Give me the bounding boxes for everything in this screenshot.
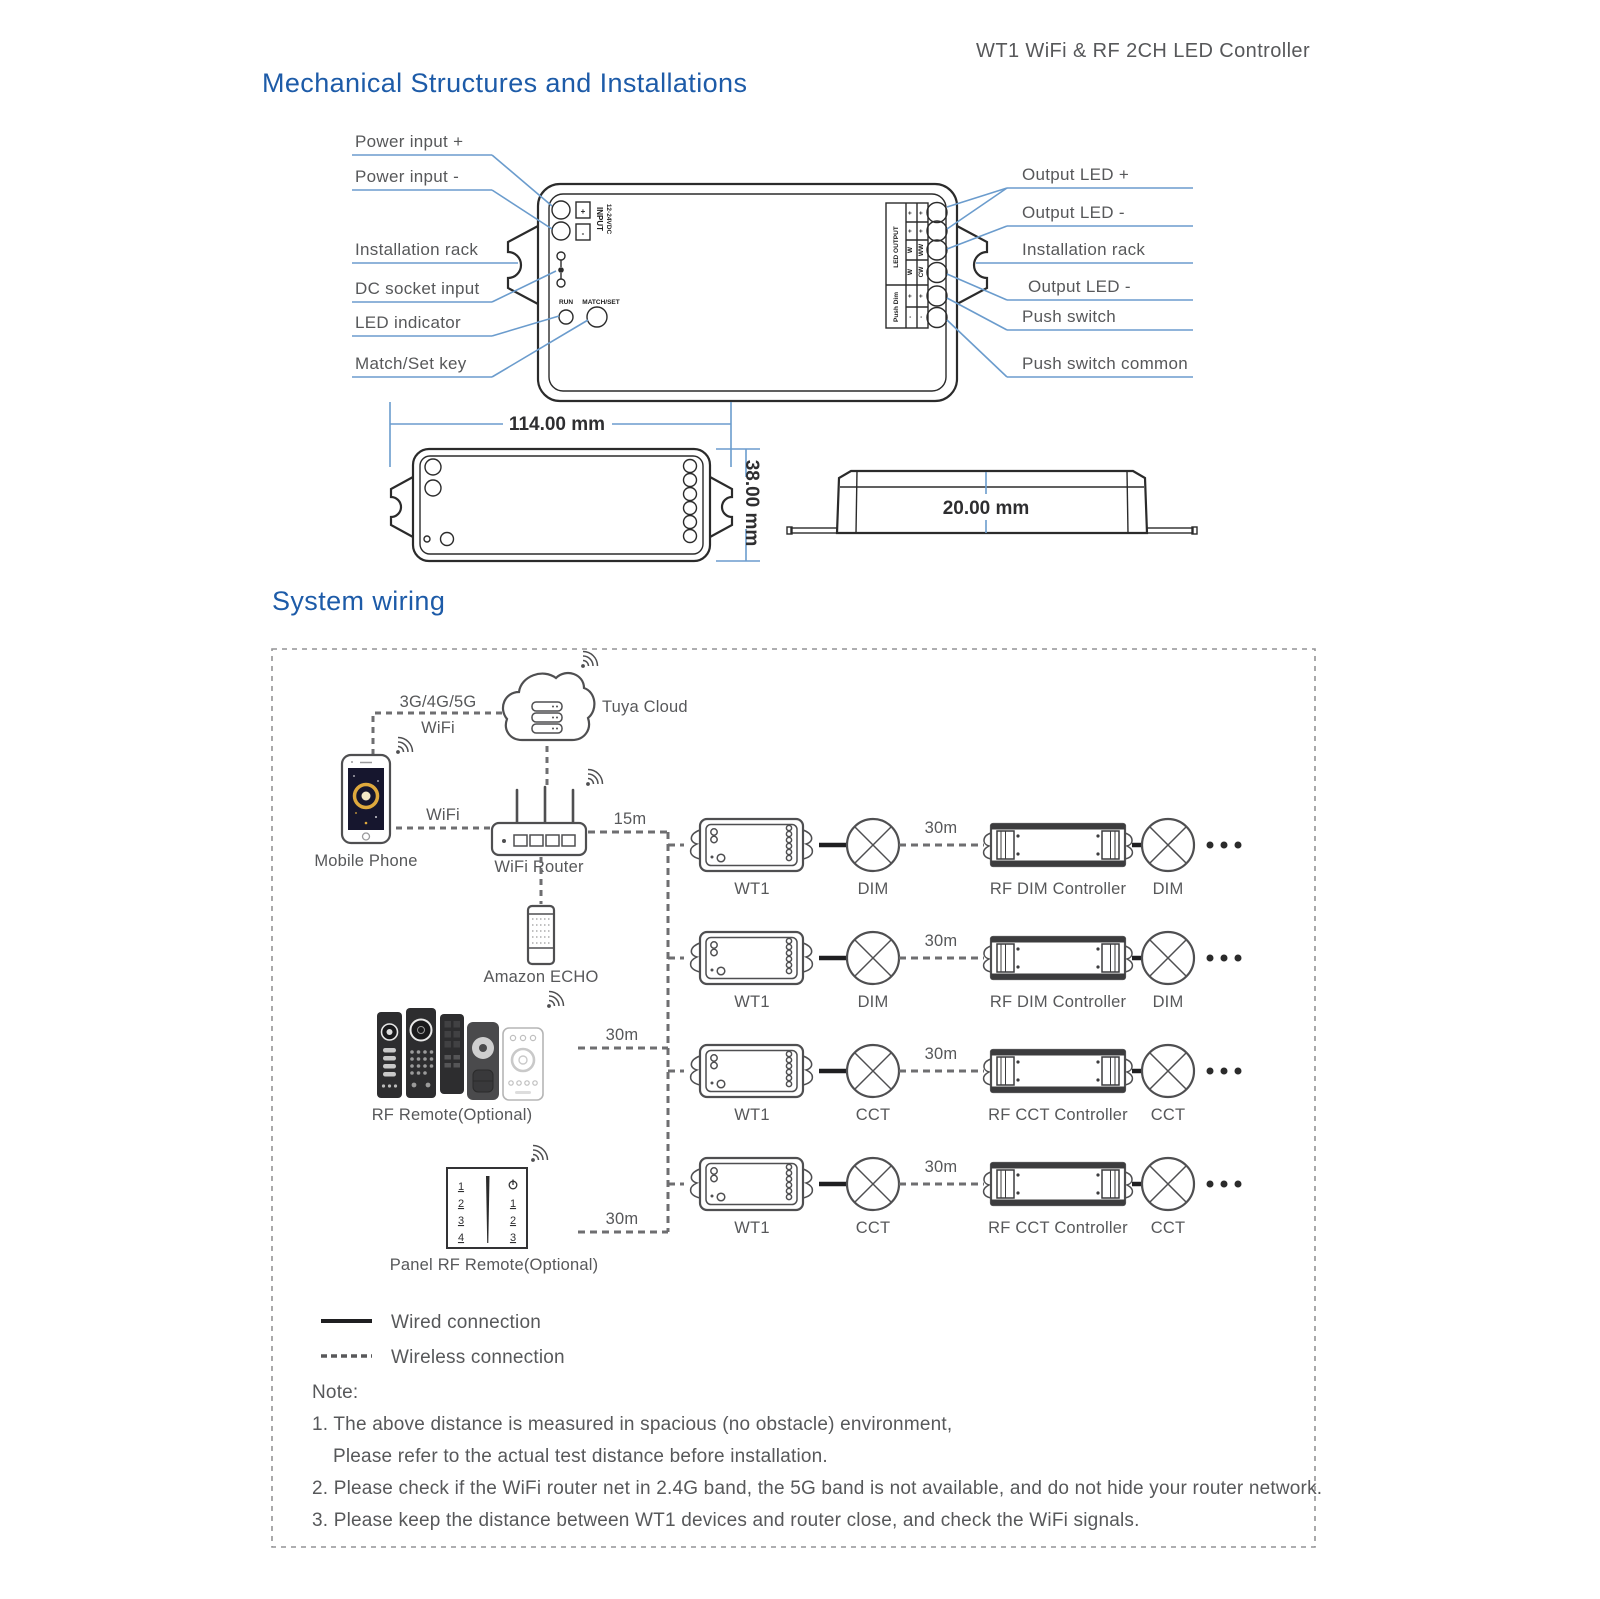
wifi-signal-icon <box>396 738 412 754</box>
ellipsis-icon <box>1207 1068 1242 1075</box>
svg-text:+: + <box>918 294 925 298</box>
section-title-mechanical: Mechanical Structures and Installations <box>262 68 748 98</box>
dim-width: 114.00 mm <box>508 414 606 435</box>
label-15m: 15m <box>613 810 647 828</box>
input-plus-mark: + <box>580 207 586 216</box>
rf-controller-icon <box>984 937 1133 979</box>
label-push-switch: Push switch <box>1022 307 1117 326</box>
label-rf-remote: RF Remote(Optional) <box>371 1106 533 1124</box>
label-power-input-minus: Power input - <box>355 167 460 186</box>
input-minus-mark: - <box>581 229 585 238</box>
label-wifi: WiFi <box>426 806 460 824</box>
label-net-wifi: WiFi <box>421 719 455 737</box>
svg-text:CCT: CCT <box>855 1106 891 1124</box>
ellipsis-icon <box>1207 1181 1242 1188</box>
wifi-signal-icon <box>586 770 602 786</box>
svg-text:W: W <box>907 268 914 276</box>
label-3g4g5g: 3G/4G/5G <box>399 693 477 711</box>
panel-rf-remote-icon <box>447 1146 548 1249</box>
label-installation-rack-right: Installation rack <box>1022 240 1146 259</box>
lamp-icon <box>847 819 899 871</box>
svg-text:3: 3 <box>457 1215 465 1227</box>
svg-text:RF DIM Controller: RF DIM Controller <box>989 993 1127 1011</box>
label-output-led-minus-1: Output LED - <box>1022 203 1125 222</box>
wiring-row-3 <box>668 1045 1242 1124</box>
svg-text:CCT: CCT <box>1150 1219 1186 1237</box>
svg-text:DIM: DIM <box>1152 880 1184 898</box>
lamp-icon <box>847 1158 899 1210</box>
wiring-row-1 <box>668 819 1242 898</box>
rf-controller-icon <box>984 824 1133 866</box>
lamp-icon <box>1142 819 1194 871</box>
label-30m-remote: 30m <box>605 1026 639 1044</box>
input-label: INPUT <box>595 207 604 231</box>
label-match-set-key: Match/Set key <box>355 354 467 373</box>
svg-text:DIM: DIM <box>857 993 889 1011</box>
svg-text:-: - <box>918 315 925 319</box>
lamp-icon <box>1142 1158 1194 1210</box>
ellipsis-icon <box>1207 842 1242 849</box>
wiring-row-2 <box>668 932 1242 1011</box>
svg-text:RF DIM Controller: RF DIM Controller <box>989 880 1127 898</box>
note-line-1: 1. The above distance is measured in spacious (no obstacle) environment, <box>312 1414 953 1435</box>
wt1-device-icon <box>691 819 813 871</box>
wifi-signal-icon <box>531 1146 547 1162</box>
label-tuya-cloud: Tuya Cloud <box>602 698 688 716</box>
note-title: Note: <box>312 1382 359 1403</box>
svg-text:+: + <box>907 211 914 215</box>
push-dim-label: Push Dim <box>893 292 900 322</box>
svg-text:WT1: WT1 <box>734 1219 770 1237</box>
label-mobile-phone: Mobile Phone <box>314 852 418 870</box>
rf-remote-icons <box>377 992 564 1101</box>
dimension-front-view <box>390 402 762 561</box>
svg-text:4: 4 <box>457 1232 465 1244</box>
right-installation-rack <box>957 226 987 304</box>
rf-controller-icon <box>984 1163 1133 1205</box>
label-installation-rack-left: Installation rack <box>355 240 479 259</box>
svg-text:1: 1 <box>509 1198 517 1210</box>
label-push-switch-common: Push switch common <box>1022 354 1189 373</box>
led-output-label: LED OUTPUT <box>893 226 900 268</box>
dim-height: 38.00 mm <box>741 459 762 547</box>
label-power-input-plus: Power input + <box>355 132 464 151</box>
system-wiring-diagram <box>272 649 1322 1547</box>
section-title-wiring: System wiring <box>272 586 446 616</box>
match-set-label: MATCH/SET <box>582 299 620 306</box>
dimension-side-view <box>787 471 1197 534</box>
note-line-2: 2. Please check if the WiFi router net in 2.4G band, the 5G band is not available, and do not hide your router network. <box>312 1478 1323 1499</box>
wifi-signal-icon <box>581 652 597 668</box>
notes <box>312 1382 1322 1531</box>
svg-text:2: 2 <box>457 1198 465 1210</box>
svg-text:RF CCT Controller: RF CCT Controller <box>988 1106 1128 1124</box>
svg-text:WT1: WT1 <box>734 1106 770 1124</box>
svg-text:WW: WW <box>918 243 925 257</box>
svg-text:3: 3 <box>509 1232 517 1244</box>
svg-text:CCT: CCT <box>855 1219 891 1237</box>
wt1-device-icon <box>691 1158 813 1210</box>
input-voltage-label: 12-24VDC <box>605 203 612 235</box>
label-amazon-echo: Amazon ECHO <box>483 968 599 986</box>
label-30m-panel: 30m <box>605 1210 639 1228</box>
note-line-1b: Please refer to the actual test distance before installation. <box>333 1446 828 1467</box>
svg-text:30m: 30m <box>924 819 958 837</box>
lamp-icon <box>847 1045 899 1097</box>
dim-depth: 20.00 mm <box>942 498 1030 519</box>
svg-text:WT1: WT1 <box>734 993 770 1011</box>
wifi-signal-icon <box>547 992 563 1008</box>
svg-text:W: W <box>907 246 914 254</box>
svg-text:+: + <box>918 211 925 215</box>
lamp-icon <box>847 932 899 984</box>
svg-text:RF CCT Controller: RF CCT Controller <box>988 1219 1128 1237</box>
legend <box>321 1312 565 1368</box>
ellipsis-icon <box>1207 955 1242 962</box>
mechanical-diagram <box>352 132 1193 401</box>
lamp-icon <box>1142 1045 1194 1097</box>
svg-text:30m: 30m <box>924 1045 958 1063</box>
svg-text:WT1: WT1 <box>734 880 770 898</box>
right-callouts <box>947 165 1193 377</box>
legend-wireless-label: Wireless connection <box>391 1347 565 1368</box>
svg-text:CW: CW <box>918 266 925 278</box>
label-output-led-plus: Output LED + <box>1022 165 1130 184</box>
lamp-icon <box>1142 932 1194 984</box>
run-label: RUN <box>558 299 574 306</box>
wiring-row-4 <box>668 1158 1242 1237</box>
amazon-echo-icon <box>528 906 554 964</box>
svg-text:+: + <box>907 294 914 298</box>
note-line-3: 3. Please keep the distance between WT1 devices and router close, and check the WiFi signals. <box>312 1510 1140 1531</box>
label-panel-rf-remote: Panel RF Remote(Optional) <box>389 1256 599 1274</box>
svg-text:CCT: CCT <box>1150 1106 1186 1124</box>
label-output-led-minus-2: Output LED - <box>1028 277 1131 296</box>
wt1-device-icon <box>691 932 813 984</box>
svg-text:-: - <box>907 315 914 319</box>
svg-text:30m: 30m <box>924 1158 958 1176</box>
svg-text:2: 2 <box>509 1215 517 1227</box>
svg-text:+: + <box>918 229 925 233</box>
legend-wired-label: Wired connection <box>391 1312 541 1333</box>
label-dc-socket-input: DC socket input <box>355 279 480 298</box>
label-led-indicator: LED indicator <box>355 313 461 332</box>
tuya-cloud-icon <box>503 652 598 741</box>
label-wifi-router: WiFi Router <box>494 858 584 876</box>
svg-text:DIM: DIM <box>857 880 889 898</box>
product-title: WT1 WiFi & RF 2CH LED Controller <box>976 40 1310 62</box>
svg-text:1: 1 <box>457 1181 465 1193</box>
rf-controller-icon <box>984 1050 1133 1092</box>
svg-text:DIM: DIM <box>1152 993 1184 1011</box>
svg-text:+: + <box>907 229 914 233</box>
svg-text:30m: 30m <box>924 932 958 950</box>
wt1-device-icon <box>691 1045 813 1097</box>
